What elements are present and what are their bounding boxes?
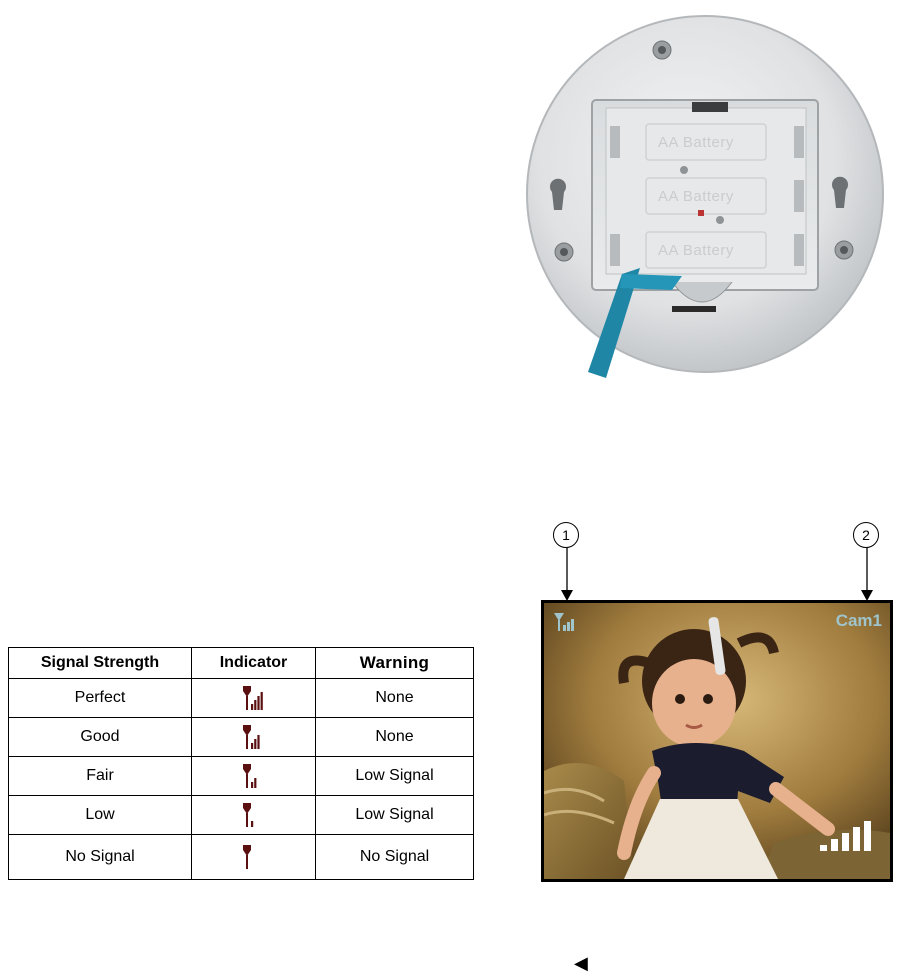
battery-slot-label: AA Battery [658,242,734,259]
warning-cell: Low Signal [316,757,474,796]
strength-bar [853,827,860,851]
column-header-signal-strength: Signal Strength [9,648,192,679]
table-row [9,796,474,835]
callout-number: 2 [853,522,879,548]
signal-strength-cell: Perfect [9,679,192,718]
indicator-cell [192,757,316,796]
signal-strength-table [8,647,474,880]
warning-cell: Low Signal [316,796,474,835]
indicator-cell [192,718,316,757]
table-row [9,835,474,880]
column-header-indicator: Indicator [192,648,316,679]
warning-cell: None [316,718,474,757]
strength-bar [820,845,827,851]
previous-arrow-icon[interactable]: ◀ [574,953,588,973]
indicator-cell [192,835,316,880]
indicator-cell [192,679,316,718]
signal-indicator-icon [242,685,266,711]
signal-strength-cell: No Signal [9,835,192,880]
callout-arrows [540,548,900,602]
indicator-cell [192,796,316,835]
signal-strength-cell: Fair [9,757,192,796]
table-row [9,757,474,796]
table-header-row [9,648,474,679]
warning-cell: No Signal [316,835,474,880]
battery-housing-photo [522,14,888,378]
signal-strength-cell: Low [9,796,192,835]
signal-indicator-icon [242,844,266,870]
signal-indicator-icon [242,763,266,789]
strength-bar [864,821,871,851]
camera-image [544,603,890,879]
warning-cell: None [316,679,474,718]
table-row [9,679,474,718]
camera-view-screen [541,600,893,882]
camera-name-label: Cam1 [835,611,882,630]
table-row [9,718,474,757]
signal-strength-cell: Good [9,718,192,757]
signal-indicator-icon [242,724,266,750]
strength-bar [842,833,849,851]
callout-number: 1 [553,522,579,548]
battery-slot-label: AA Battery [658,188,734,205]
signal-indicator-icon [242,802,266,828]
column-header-warning: Warning [316,648,474,679]
battery-slot-label: AA Battery [658,134,734,151]
strength-bar [831,839,838,851]
